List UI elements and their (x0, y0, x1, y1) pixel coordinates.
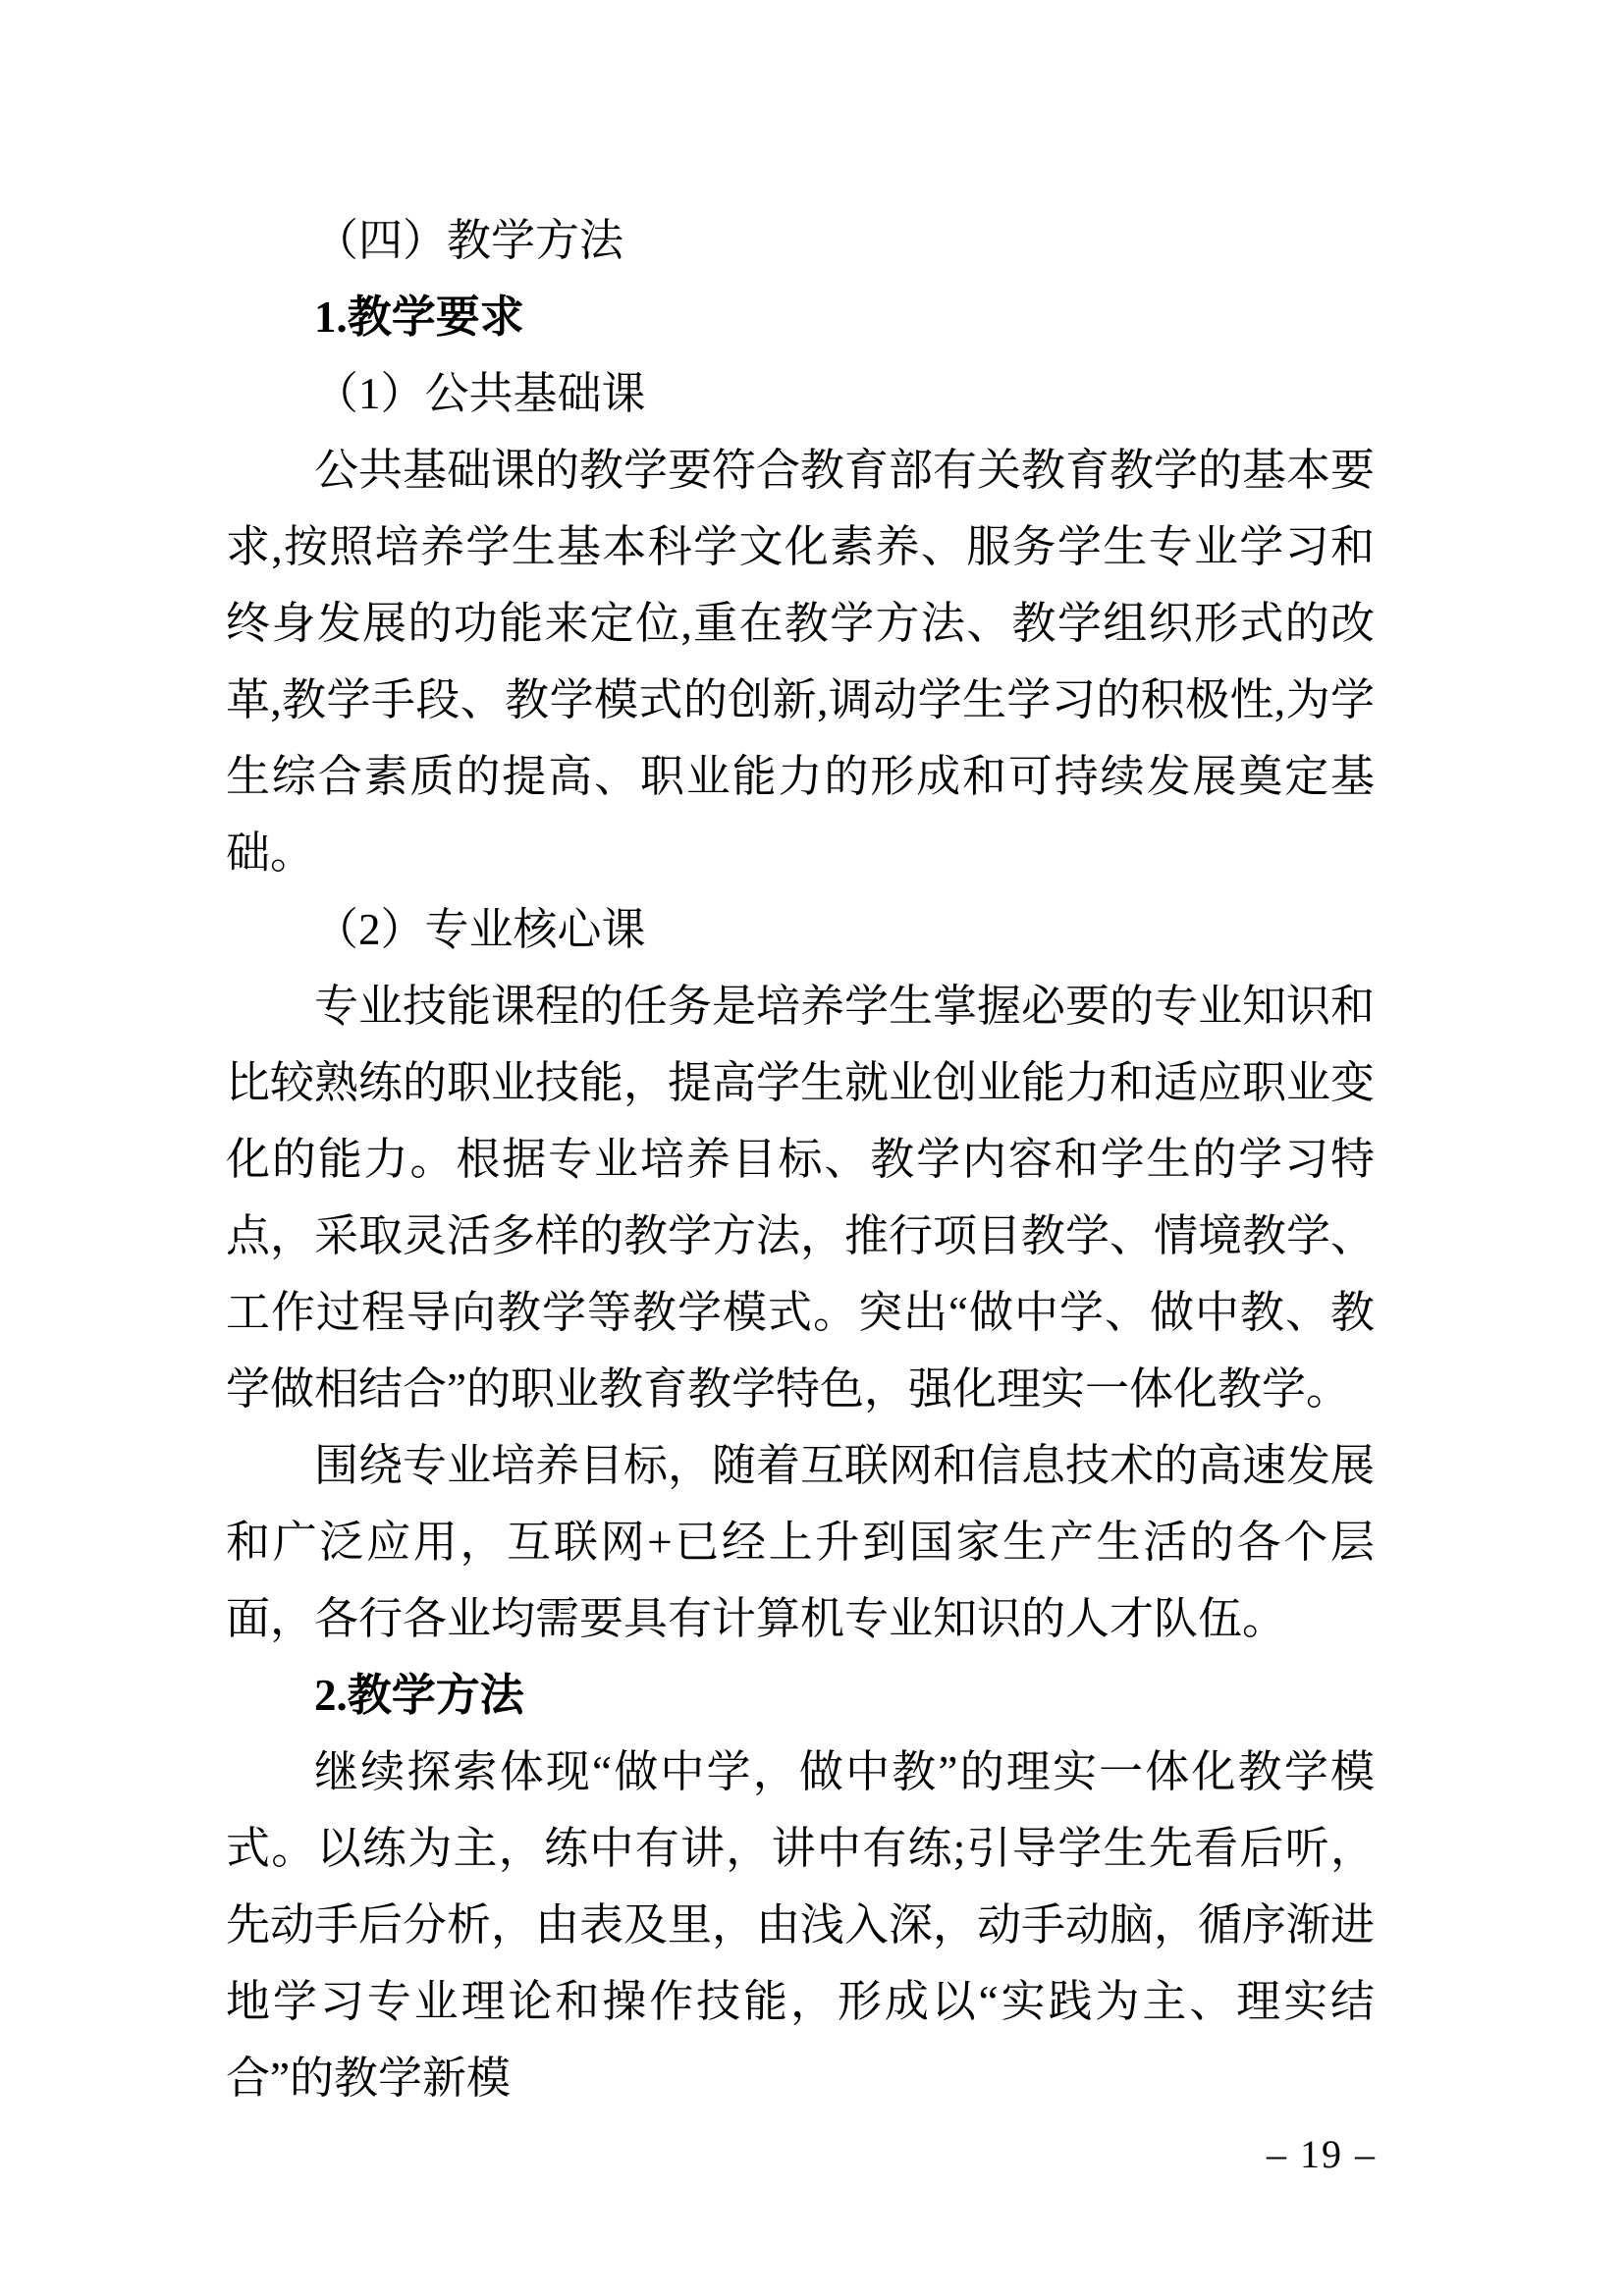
paragraph-teaching-model: 继续探索体现“做中学，做中教”的理实一体化教学模式。以练为主，练中有讲，讲中有练;引导学生先看后听，先动手后分析，由表及里，由浅入深，动手动脑，循序渐进地学习专业理论和操作技能，形成以“实践为主、理实结合”的教学新模 (226, 1747, 1376, 2103)
subheading-public-basic-courses: （1）公共基础课 (314, 369, 646, 418)
page-number: – 19 – (1267, 2132, 1377, 2176)
heading-teaching-requirements: 1.教学要求 (314, 293, 524, 342)
paragraph-internet-plus: 围绕专业培养目标，随着互联网和信息技术的高速发展和广泛应用，互联网+已经上升到国家生产生活的各个层面，各行各业均需要具有计算机专业知识的人才队伍。 (226, 1441, 1376, 1643)
section-heading-teaching-methods: （四）教学方法 (314, 216, 624, 265)
paragraph-public-basic-courses: 公共基础课的教学要符合教育部有关教育教学的基本要求,按照培养学生基本科学文化素养、服务学生专业学习和终身发展的功能来定位,重在教学方法、教学组织形式的改革,教学手段、教学模式的创新,调动学生学习的积极性,为学生综合素质的提高、职业能力的形成和可持续发展奠定基础。 (226, 446, 1376, 878)
heading-teaching-methods-2: 2.教学方法 (314, 1671, 524, 1720)
subheading-professional-core-courses: （2）专业核心课 (314, 905, 646, 954)
document-body (226, 202, 1375, 2116)
paragraph-professional-skills: 专业技能课程的任务是培养学生掌握必要的专业知识和比较熟练的职业技能，提高学生就业创业能力和适应职业变化的能力。根据专业培养目标、教学内容和学生的学习特点，采取灵活多样的教学方法，推行项目教学、情境教学、工作过程导向教学等教学模式。突出“做中学、做中教、教学做相结合”的职业教育教学特色，强化理实一体化教学。 (226, 982, 1376, 1414)
